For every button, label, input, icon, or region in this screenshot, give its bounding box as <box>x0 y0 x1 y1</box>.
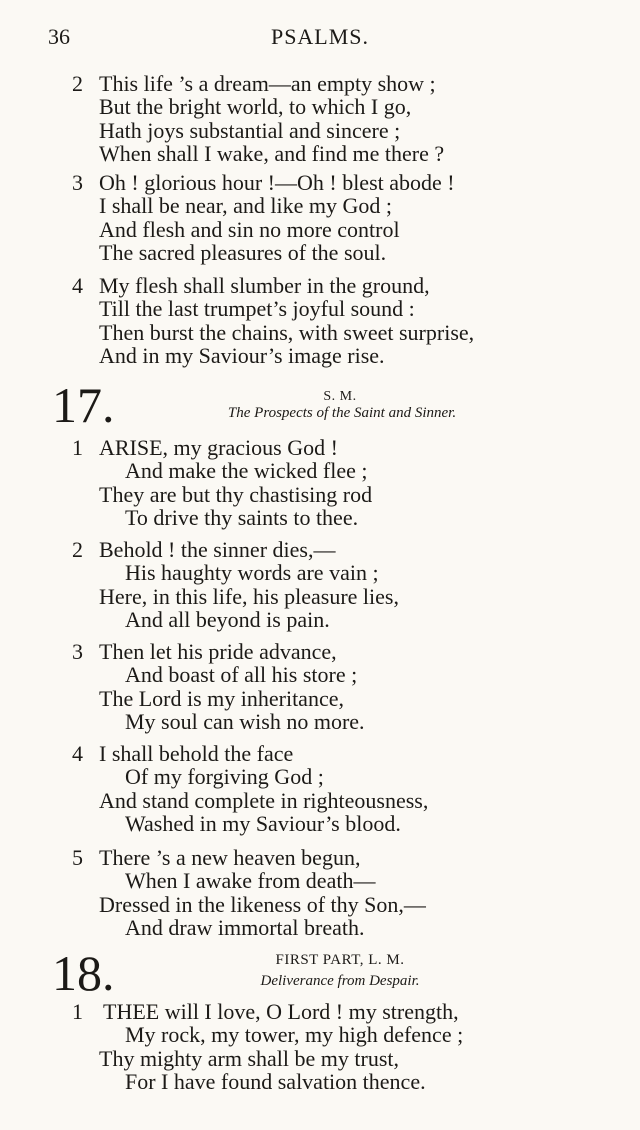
stanza-number: 1 <box>72 999 83 1024</box>
verse-line: ARISE, my gracious God ! <box>99 435 338 460</box>
psalm-number: 18. <box>52 945 115 1001</box>
page-header <box>0 24 640 54</box>
verse-line: And boast of all his store ; <box>125 662 358 688</box>
verse-line: Of my forgiving God ; <box>125 764 324 790</box>
verse-line: I shall be near, and like my God ; <box>99 193 392 219</box>
verse-line: Then burst the chains, with sweet surprise, <box>99 319 475 345</box>
verse-line: They are but thy chastising rod <box>99 481 373 507</box>
verse-line: The Lord is my inheritance, <box>99 685 344 711</box>
verse-line: And make the wicked flee ; <box>125 458 368 484</box>
page-number: 36 <box>48 24 70 49</box>
verse-line: The sacred pleasures of the soul. <box>99 240 387 266</box>
stanza-number: 1 <box>72 435 83 460</box>
stanza-number: 4 <box>72 741 83 766</box>
verse-line: And draw immortal breath. <box>125 915 365 941</box>
meter-label: FIRST PART, L. M. <box>275 952 405 968</box>
stanza-number: 5 <box>72 845 83 870</box>
verse-line: Hath joys substantial and sincere ; <box>99 117 401 143</box>
verse-line: My soul can wish no more. <box>125 709 365 735</box>
stanza-number: 3 <box>72 639 83 664</box>
stanza-number: 4 <box>72 273 83 298</box>
verse-line: For I have found salvation thence. <box>125 1069 426 1095</box>
psalm-subtitle: Deliverance from Despair. <box>260 973 420 989</box>
verse-line: Oh ! glorious hour !—Oh ! blest abode ! <box>99 170 455 195</box>
verse-line: But the bright world, to which I go, <box>99 94 412 120</box>
stanza-number: 3 <box>72 170 83 195</box>
stanza-number: 2 <box>72 71 83 96</box>
verse-line: Thy mighty arm shall be my trust, <box>99 1045 400 1071</box>
verse-line: This life ’s a dream—an empty show ; <box>99 71 436 96</box>
verse-line: When I awake from death— <box>125 868 376 894</box>
verse-line: My rock, my tower, my high defence ; <box>125 1022 464 1048</box>
verse-line: To drive thy saints to thee. <box>125 505 359 531</box>
running-title: PSALMS. <box>270 24 370 49</box>
verse-line: And stand complete in righteousness, <box>99 787 429 813</box>
verse-line: When shall I wake, and find me there ? <box>99 141 445 167</box>
verse-line: I shall behold the face <box>99 741 294 766</box>
verse-line: There ’s a new heaven begun, <box>99 845 361 870</box>
verse-line: Dressed in the likeness of thy Son,— <box>99 891 426 917</box>
stanza-number: 2 <box>72 537 83 562</box>
verse-line: Here, in this life, his pleasure lies, <box>99 583 399 609</box>
meter-label: S. M. <box>323 389 357 404</box>
verse-line: THEE will I love, O Lord ! my strength, <box>103 999 459 1024</box>
verse-line: My flesh shall slumber in the ground, <box>99 273 430 298</box>
verse-line: Then let his pride advance, <box>99 639 337 664</box>
verse-line: And in my Saviour’s image rise. <box>99 343 385 369</box>
verse-line: And all beyond is pain. <box>125 607 330 633</box>
psalm-subtitle: The Prospects of the Saint and Sinner. <box>227 405 457 421</box>
verse-line: Washed in my Saviour’s blood. <box>125 811 401 837</box>
verse-line: Behold ! the sinner dies,— <box>99 537 336 562</box>
verse-line: His haughty words are vain ; <box>125 560 379 586</box>
verse-line: Till the last trumpet’s joyful sound : <box>99 296 415 322</box>
psalm-number: 17. <box>52 377 115 433</box>
verse-line: And flesh and sin no more control <box>99 216 400 242</box>
